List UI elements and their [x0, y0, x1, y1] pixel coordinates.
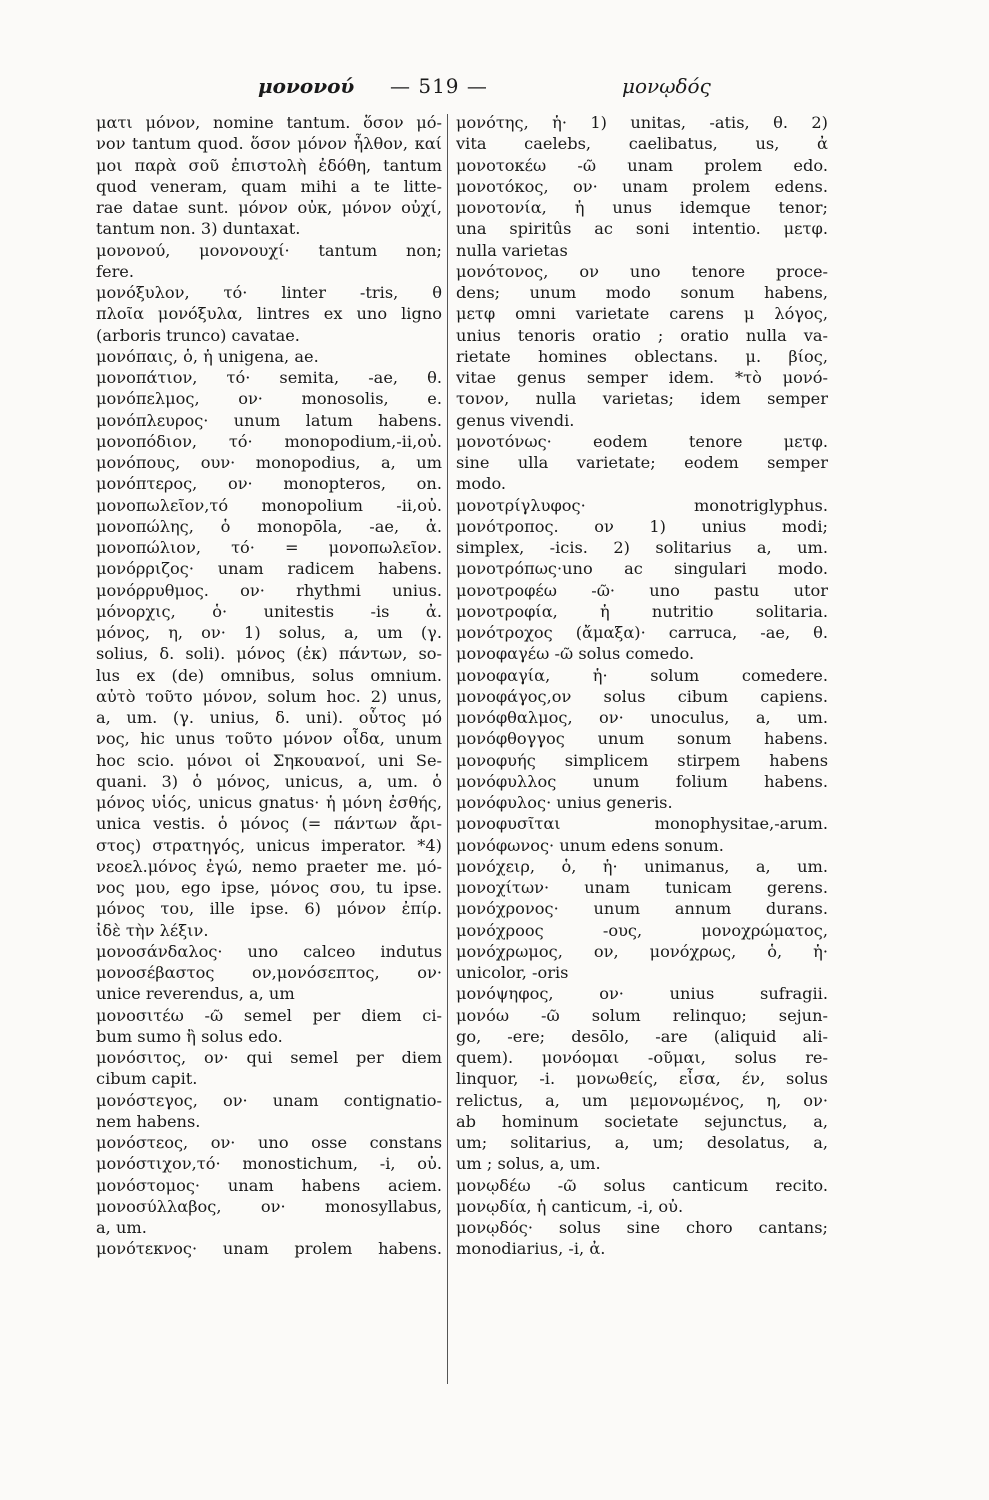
text-line: μονόπαις, ὁ, ἡ unigena, ae. — [96, 346, 319, 366]
text-line: μονοπωλεῖον,τό monopolium -ii,οὐ. — [96, 495, 442, 515]
text-line: cibum capit. — [96, 1069, 198, 1089]
text-line: (arboris trunco) cavatae. — [96, 325, 300, 345]
text-line: relictus, a, um μεμονωμένος, η, ον· — [456, 1090, 828, 1110]
text-line: μονόπτερος, ον· monopteros, on. — [96, 474, 442, 494]
text-line: μονόπελμος, ον· monosolis, e. — [96, 389, 442, 409]
header-first-word: μονονού — [258, 74, 355, 98]
text-line: μονόρρυθμος. ον· rhythmi unius. — [96, 580, 442, 600]
text-line: linquor, -i. μονωθείς, εἶσα, έν, solus — [456, 1069, 828, 1089]
text-line: quod veneram, quam mihi a te litte- — [96, 176, 442, 196]
text-line: μονοσέβαστος ον,μονόσεπτος, ον· — [96, 963, 442, 982]
text-line: μονοπώλιον, τό· = μονοπωλεῖον. — [96, 538, 442, 557]
text-line: μονότεκνος· unam prolem habens. — [96, 1239, 442, 1259]
text-line: dens; unum modo sonum habens, — [456, 283, 828, 302]
text-line: μονόφθαλμος, ον· unoculus, a, um. — [456, 708, 828, 727]
text-line: μονόχροος -ους, μονοχρώματος, — [456, 920, 828, 940]
text-line: solius, δ. soli). μόνος (ἐκ) πάντων, so- — [96, 644, 442, 664]
page-header — [0, 74, 989, 104]
text-line: sine ulla varietate; eodem semper — [456, 453, 828, 472]
left-column — [96, 112, 442, 1260]
text-line: πλοῖα μονόξυλα, lintres ex uno ligno — [96, 304, 442, 324]
text-line: tantum non. 3) duntaxat. — [96, 219, 301, 239]
text-line: una spiritûs ac soni intentio. μετφ. — [456, 219, 828, 239]
right-column — [456, 112, 828, 1260]
text-line: unicolor, -oris — [456, 963, 569, 982]
text-line: μονοτοκέω -ῶ unam prolem edo. — [456, 155, 828, 175]
text-line: rietate homines oblectans. μ. βίος, — [456, 346, 828, 366]
text-line: unice reverendus, a, um — [96, 984, 295, 1004]
text-line: μονόστεγος, ον· unam contignatio- — [96, 1090, 442, 1110]
text-line: μόνος, η, ον· 1) solus, a, um (γ. — [96, 623, 442, 642]
text-line: quem). μονόομαι -οῦμαι, solus re- — [456, 1048, 828, 1067]
text-line: nem habens. — [96, 1111, 201, 1131]
text-line: μονοπάτιον, τό· semita, -ae, θ. — [96, 368, 442, 387]
text-line: μονοπόδιον, τό· monopodium,-ii,οὐ. — [96, 431, 442, 451]
text-line: μονόχειρ, ὁ, ἡ· unimanus, a, um. — [456, 856, 828, 876]
text-line: νος, hic unus τοῦτο μόνον οἶδα, unum — [96, 729, 442, 749]
text-line: μονοσύλλαβος, ον· monosyllabus, — [96, 1196, 442, 1216]
text-line: unica vestis. ὁ μόνος (= πάντων ἄρι- — [96, 814, 442, 834]
text-line: μονοτρόπως·uno ac singulari modo. — [456, 559, 828, 579]
text-line: μονόω -ῶ solum relinquo; sejun- — [456, 1005, 828, 1025]
text-line: τονον, nulla varietas; idem semper — [456, 389, 828, 409]
text-line: μονῳδέω -ῶ solus canticum recito. — [456, 1175, 828, 1195]
text-line: μονόρριζος· unam radicem habens. — [96, 559, 442, 579]
text-line: μονοφυσῖται monophysitae,-arum. — [456, 814, 828, 834]
text-line: μονόφθογγος unum sonum habens. — [456, 729, 828, 749]
text-line: vita caelebs, caelibatus, us, ἀ — [456, 134, 828, 154]
text-line: simplex, -icis. 2) solitarius a, um. — [456, 538, 828, 557]
text-line: μονοτόκος, ον· unam prolem edens. — [456, 176, 828, 196]
text-line: μονόχρωμος, ον, μονόχρως, ὁ, ἡ· — [456, 941, 828, 961]
text-line: μονοφαγία, ἡ· solum comedere. — [456, 665, 828, 685]
text-line: μονῳδία, ἡ canticum, -i, οὐ. — [456, 1196, 684, 1216]
text-line: μονότροχος (ἄμαξα)· carruca, -ae, θ. — [456, 623, 828, 642]
text-line: μόνος υἱός, unicus gnatus· ἡ μόνη ἐσθής, — [96, 793, 442, 812]
text-line: μονόξυλον, τό· linter -tris, θ — [96, 283, 442, 302]
text-line: μονόστεος, ον· uno osse constans — [96, 1133, 442, 1152]
text-line: μονότροπος. ον 1) unius modi; — [456, 516, 828, 536]
text-line: modo. — [456, 474, 507, 494]
text-line: hoc scio. μόνοι οἱ Σηκουανοί, uni Se- — [96, 750, 442, 770]
text-line: μονοπώλης, ὁ monopōla, -ae, ἀ. — [96, 516, 442, 536]
text-line: μονόπους, ουν· monopodius, a, um — [96, 453, 442, 472]
text-line: μονοσάνδαλος· uno calceo indutus — [96, 941, 442, 961]
text-line: νος μου, ego ipse, μόνος σου, tu ipse. — [96, 878, 442, 897]
text-line: μονότης, ἡ· 1) unitas, -atis, θ. 2) — [456, 113, 828, 132]
text-line: μονόστομος· unam habens aciem. — [96, 1175, 442, 1195]
text-line: genus vivendi. — [456, 410, 575, 430]
text-line: μονότονος, ον uno tenore proce- — [456, 261, 828, 281]
text-line: a, um. (γ. unius, δ. uni). οὗτος μό — [96, 708, 442, 727]
text-line: μονόψηφος, ον· unius sufragii. — [456, 984, 828, 1004]
text-line: μονοφυής simplicem stirpem habens — [456, 750, 828, 770]
text-line: rae datae sunt. μόνον οὐκ, μόνον οὐχί, — [96, 198, 442, 217]
text-line: μονοχίτων· unam tunicam gerens. — [456, 878, 828, 897]
text-line: fere. — [96, 261, 135, 281]
text-line: nulla varietas — [456, 240, 568, 260]
text-line: lus ex (de) omnibus, solus omnium. — [96, 665, 442, 685]
text-line: μονοσιτέω -ῶ semel per diem ci- — [96, 1005, 442, 1025]
header-last-word: μονῳδός — [622, 74, 711, 98]
page-number: — 519 — — [390, 74, 488, 98]
text-line: μονοτονία, ἡ unus idemque tenor; — [456, 198, 828, 217]
text-line: μονοτροφία, ἡ nutritio solitaria. — [456, 601, 828, 621]
text-line: um ; solus, a, um. — [456, 1154, 601, 1174]
text-line: μονοφάγος,ον solus cibum capiens. — [456, 686, 828, 706]
text-line: νεοελ.μόνος ἐγώ, nemo praeter me. μό- — [96, 856, 442, 876]
text-line: ματι μόνον, nomine tantum. ὅσον μό- — [96, 113, 442, 132]
text-line: αὐτὸ τοῦτο μόνον, solum hoc. 2) unus, — [96, 686, 442, 706]
text-line: μόνος του, ille ipse. 6) μόνον ἐπίρ. — [96, 899, 442, 919]
text-line: vitae genus semper idem. *τὸ μονό- — [456, 368, 828, 387]
text-line: μονοτόνως· eodem tenore μετφ. — [456, 431, 828, 451]
text-line: μόνορχις, ὁ· unitestis -is ἀ. — [96, 601, 442, 621]
text-line: μετφ omni varietate carens μ λόγος, — [456, 304, 828, 324]
text-line: μονόφωνος· unum edens sonum. — [456, 835, 724, 855]
text-line: μονοτρίγλυφος· monotriglyphus. — [456, 495, 828, 515]
text-line: μονόπλευρος· unum latum habens. — [96, 410, 442, 430]
text-line: μονόστιχον,τό· monostichum, -i, οὐ. — [96, 1154, 442, 1174]
text-line: unius tenoris oratio ; oratio nulla va- — [456, 325, 828, 345]
text-line: μονόφυλος· unius generis. — [456, 793, 673, 812]
text-line: μονονού, μονονουχί· tantum non; — [96, 240, 442, 260]
text-line: μονόφυλλος unum folium habens. — [456, 771, 828, 791]
column-divider — [447, 114, 448, 1384]
text-line: μονόσιτος, ον· qui semel per diem — [96, 1048, 442, 1067]
text-line: go, -ere; desōlo, -are (aliquid ali- — [456, 1026, 828, 1046]
text-line: μοι παρὰ σοῦ ἐπιστολὴ ἐδόθη, tantum — [96, 155, 442, 175]
text-line: ab hominum societate sejunctus, a, — [456, 1111, 828, 1131]
text-line: monodiarius, -i, ἀ. — [456, 1239, 606, 1259]
text-line: μονῳδός· solus sine choro cantans; — [456, 1218, 828, 1237]
text-line: μονοτροφέω -ῶ· uno pastu utor — [456, 580, 828, 600]
text-line: a, um. — [96, 1218, 147, 1237]
text-line: μονόχρονος· unum annum durans. — [456, 899, 828, 919]
text-line: bum sumo ἢ solus edo. — [96, 1026, 283, 1046]
text-line: νον tantum quod. ὅσον μόνον ἦλθον, καί — [96, 134, 442, 154]
text-line: ἰδὲ τὴν λέξιν. — [96, 920, 209, 940]
text-line: quani. 3) ὁ μόνος, unicus, a, um. ὁ — [96, 771, 442, 791]
text-line: στος) στρατηγός, unicus imperator. *4) — [96, 835, 442, 855]
text-line: μονοφαγέω -ῶ solus comedo. — [456, 644, 695, 664]
text-line: um; solitarius, a, um; desolatus, a, — [456, 1133, 828, 1152]
